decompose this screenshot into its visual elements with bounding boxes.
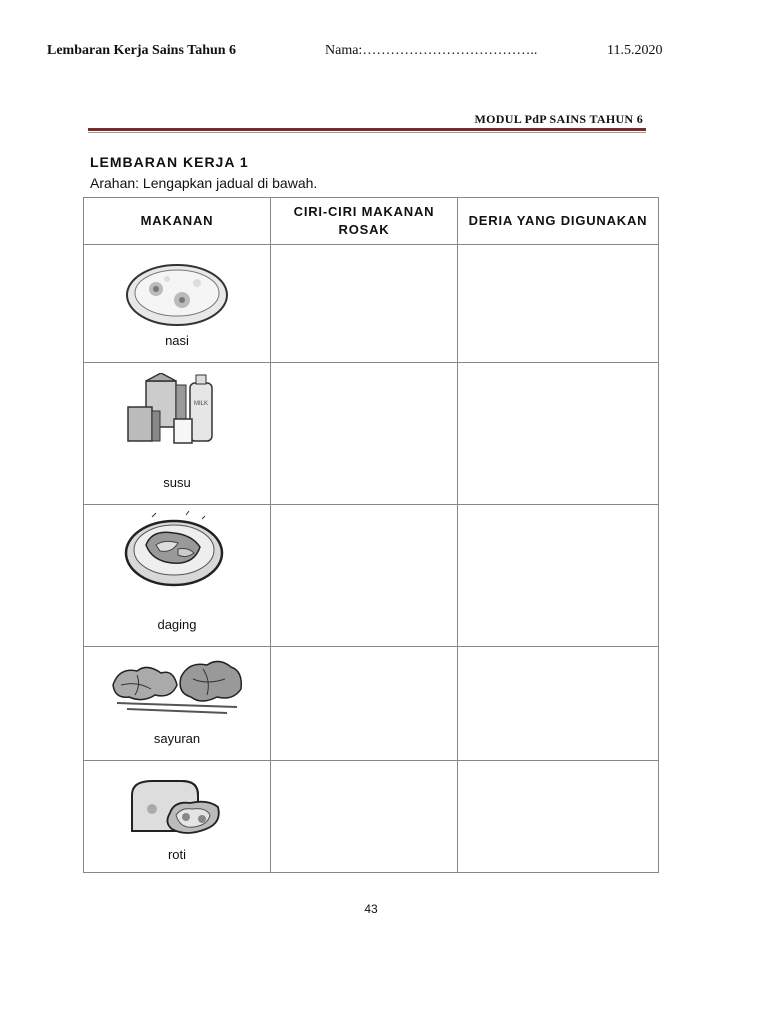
food-cell <box>84 647 271 761</box>
worksheet-title: LEMBARAN KERJA 1 <box>90 154 249 170</box>
name-field: Nama:……………………………….. <box>325 43 538 58</box>
deria-cell[interactable] <box>458 761 659 873</box>
vegetables-icon <box>107 655 247 719</box>
milk-products-icon <box>122 373 232 453</box>
table-row <box>84 761 659 873</box>
bread-icon <box>122 773 232 845</box>
table-row <box>84 647 659 761</box>
table-header-row <box>84 198 659 245</box>
column-header-deria: DERIA YANG DIGUNAKAN <box>458 198 659 245</box>
ciri-cell[interactable] <box>271 363 458 505</box>
food-label-nasi: nasi <box>165 333 189 348</box>
worksheet-table <box>83 197 659 873</box>
deria-cell[interactable] <box>458 363 659 505</box>
deria-cell[interactable] <box>458 505 659 647</box>
food-label-susu: susu <box>163 475 191 490</box>
food-label-daging: daging <box>157 617 197 632</box>
food-cell <box>84 505 271 647</box>
table-row <box>84 505 659 647</box>
column-header-makanan: MAKANAN <box>84 198 271 245</box>
date-label: 11.5.2020 <box>607 43 663 58</box>
milk-label: MILK <box>194 401 209 407</box>
meat-plate-icon <box>122 509 232 589</box>
deria-cell[interactable] <box>458 647 659 761</box>
food-cell <box>84 761 271 873</box>
page-number: 43 <box>364 902 378 916</box>
ciri-cell[interactable] <box>271 245 458 363</box>
food-cell <box>84 245 271 363</box>
ciri-cell[interactable] <box>271 761 458 873</box>
sheet-title: Lembaran Kerja Sains Tahun 6 <box>47 43 237 58</box>
column-header-ciri: CIRI-CIRI MAKANAN ROSAK <box>271 198 458 245</box>
table-row <box>84 245 659 363</box>
module-title: MODUL PdP SAINS TAHUN 6 <box>474 112 643 126</box>
deria-cell[interactable] <box>458 245 659 363</box>
food-label-roti: roti <box>167 847 187 862</box>
ciri-cell[interactable] <box>271 647 458 761</box>
worksheet-instruction: Arahan: Lengapkan jadual di bawah. <box>90 175 318 191</box>
header-rule <box>88 128 646 131</box>
table-row <box>84 363 659 505</box>
food-cell <box>84 363 271 505</box>
rice-plate-icon <box>122 253 232 333</box>
ciri-cell[interactable] <box>271 505 458 647</box>
header-rule-thin <box>88 132 646 133</box>
food-label-sayuran: sayuran <box>153 731 201 746</box>
